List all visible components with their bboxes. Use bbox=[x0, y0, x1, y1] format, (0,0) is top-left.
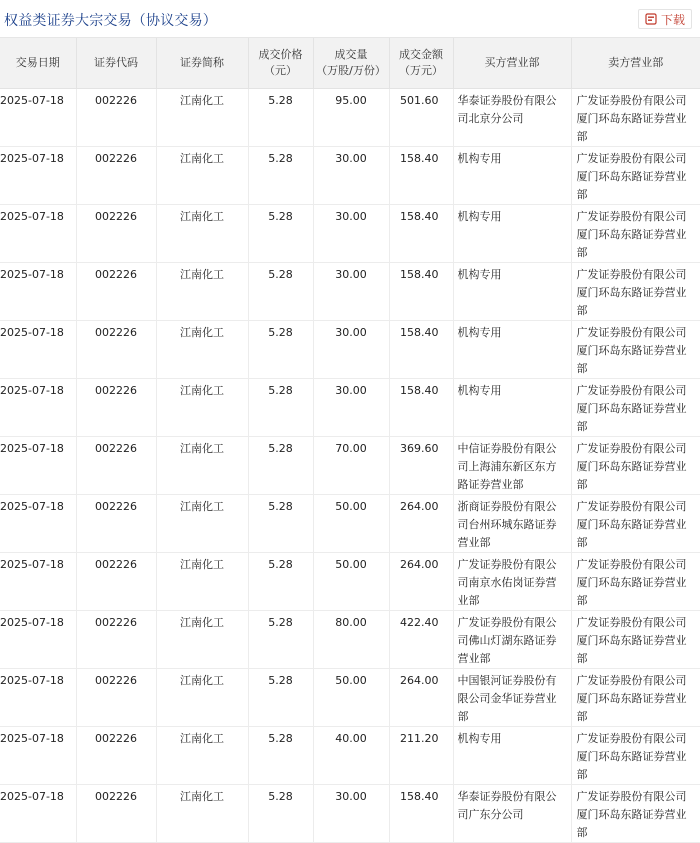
security-name-cell: 江南化工 bbox=[156, 553, 248, 611]
seller-branch-cell: 广发证券股份有限公司厦门环岛东路证券营业部 bbox=[571, 785, 700, 843]
buyer-branch-cell: 机构专用 bbox=[453, 321, 571, 379]
security-code-cell: 002226 bbox=[76, 611, 156, 669]
buyer-branch-cell: 机构专用 bbox=[453, 727, 571, 785]
security-name-cell: 江南化工 bbox=[156, 669, 248, 727]
security-code-cell: 002226 bbox=[76, 495, 156, 553]
table-row bbox=[0, 785, 700, 843]
col-header-amount: 成交金额 （万元） bbox=[389, 38, 453, 89]
amount-cell: 158.40 bbox=[389, 785, 453, 843]
seller-branch-cell: 广发证券股份有限公司厦门环岛东路证券营业部 bbox=[571, 147, 700, 205]
security-name-cell: 江南化工 bbox=[156, 379, 248, 437]
col-header-price: 成交价格 （元） bbox=[248, 38, 313, 89]
table-row bbox=[0, 263, 700, 321]
seller-branch-cell: 广发证券股份有限公司厦门环岛东路证券营业部 bbox=[571, 611, 700, 669]
trade-date-cell: 2025-07-18 bbox=[0, 147, 76, 205]
download-button[interactable] bbox=[638, 9, 692, 29]
security-name-cell: 江南化工 bbox=[156, 727, 248, 785]
col-header-trade-date: 交易日期 bbox=[0, 38, 76, 89]
volume-cell: 30.00 bbox=[313, 205, 389, 263]
trade-date-cell: 2025-07-18 bbox=[0, 205, 76, 263]
seller-branch-cell: 广发证券股份有限公司厦门环岛东路证券营业部 bbox=[571, 321, 700, 379]
seller-branch-cell: 广发证券股份有限公司厦门环岛东路证券营业部 bbox=[571, 669, 700, 727]
volume-cell: 50.00 bbox=[313, 669, 389, 727]
trade-date-cell: 2025-07-18 bbox=[0, 611, 76, 669]
amount-cell: 158.40 bbox=[389, 379, 453, 437]
seller-branch-cell: 广发证券股份有限公司厦门环岛东路证券营业部 bbox=[571, 727, 700, 785]
security-code-cell: 002226 bbox=[76, 553, 156, 611]
volume-cell: 40.00 bbox=[313, 727, 389, 785]
amount-cell: 264.00 bbox=[389, 495, 453, 553]
seller-branch-cell: 广发证券股份有限公司厦门环岛东路证券营业部 bbox=[571, 379, 700, 437]
amount-cell: 422.40 bbox=[389, 611, 453, 669]
volume-cell: 95.00 bbox=[313, 89, 389, 147]
volume-cell: 30.00 bbox=[313, 321, 389, 379]
col-header-volume: 成交量 （万股/万份） bbox=[313, 38, 389, 89]
col-header-seller-branch: 卖方营业部 bbox=[571, 38, 700, 89]
amount-cell: 158.40 bbox=[389, 321, 453, 379]
seller-branch-cell: 广发证券股份有限公司厦门环岛东路证券营业部 bbox=[571, 263, 700, 321]
table-row bbox=[0, 669, 700, 727]
trade-date-cell: 2025-07-18 bbox=[0, 321, 76, 379]
price-cell: 5.28 bbox=[248, 321, 313, 379]
table-row bbox=[0, 205, 700, 263]
col-header-security-code: 证券代码 bbox=[76, 38, 156, 89]
seller-branch-cell: 广发证券股份有限公司厦门环岛东路证券营业部 bbox=[571, 205, 700, 263]
table-header bbox=[0, 38, 700, 89]
volume-cell: 30.00 bbox=[313, 263, 389, 321]
block-trade-table bbox=[0, 38, 700, 843]
amount-cell: 264.00 bbox=[389, 669, 453, 727]
volume-cell: 50.00 bbox=[313, 553, 389, 611]
table-row bbox=[0, 553, 700, 611]
col-header-security-name: 证券简称 bbox=[156, 38, 248, 89]
buyer-branch-cell: 机构专用 bbox=[453, 379, 571, 437]
amount-cell: 211.20 bbox=[389, 727, 453, 785]
seller-branch-cell: 广发证券股份有限公司厦门环岛东路证券营业部 bbox=[571, 89, 700, 147]
trade-date-cell: 2025-07-18 bbox=[0, 553, 76, 611]
security-name-cell: 江南化工 bbox=[156, 611, 248, 669]
seller-branch-cell: 广发证券股份有限公司厦门环岛东路证券营业部 bbox=[571, 437, 700, 495]
price-cell: 5.28 bbox=[248, 611, 313, 669]
volume-cell: 50.00 bbox=[313, 495, 389, 553]
buyer-branch-cell: 浙商证券股份有限公司台州环城东路证券营业部 bbox=[453, 495, 571, 553]
trade-date-cell: 2025-07-18 bbox=[0, 437, 76, 495]
price-cell: 5.28 bbox=[248, 553, 313, 611]
table-row bbox=[0, 495, 700, 553]
volume-cell: 30.00 bbox=[313, 379, 389, 437]
table-row bbox=[0, 89, 700, 147]
security-name-cell: 江南化工 bbox=[156, 205, 248, 263]
volume-cell: 30.00 bbox=[313, 785, 389, 843]
security-name-cell: 江南化工 bbox=[156, 495, 248, 553]
price-cell: 5.28 bbox=[248, 495, 313, 553]
table-row bbox=[0, 727, 700, 785]
security-name-cell: 江南化工 bbox=[156, 89, 248, 147]
security-code-cell: 002226 bbox=[76, 321, 156, 379]
amount-cell: 158.40 bbox=[389, 263, 453, 321]
buyer-branch-cell: 华泰证券股份有限公司北京分公司 bbox=[453, 89, 571, 147]
buyer-branch-cell: 中国银河证券股份有限公司金华证券营业部 bbox=[453, 669, 571, 727]
col-header-buyer-branch: 买方营业部 bbox=[453, 38, 571, 89]
download-label: 下载 bbox=[660, 12, 685, 27]
amount-cell: 264.00 bbox=[389, 553, 453, 611]
security-code-cell: 002226 bbox=[76, 205, 156, 263]
table-body bbox=[0, 89, 700, 843]
security-name-cell: 江南化工 bbox=[156, 785, 248, 843]
price-cell: 5.28 bbox=[248, 785, 313, 843]
security-name-cell: 江南化工 bbox=[156, 263, 248, 321]
security-code-cell: 002226 bbox=[76, 437, 156, 495]
buyer-branch-cell: 机构专用 bbox=[453, 263, 571, 321]
volume-cell: 70.00 bbox=[313, 437, 389, 495]
price-cell: 5.28 bbox=[248, 205, 313, 263]
buyer-branch-cell: 中信证券股份有限公司上海浦东新区东方路证券营业部 bbox=[453, 437, 571, 495]
page-header bbox=[0, 0, 700, 38]
amount-cell: 158.40 bbox=[389, 205, 453, 263]
table-row bbox=[0, 379, 700, 437]
price-cell: 5.28 bbox=[248, 147, 313, 205]
price-cell: 5.28 bbox=[248, 727, 313, 785]
volume-cell: 30.00 bbox=[313, 147, 389, 205]
trade-date-cell: 2025-07-18 bbox=[0, 379, 76, 437]
amount-cell: 369.60 bbox=[389, 437, 453, 495]
price-cell: 5.28 bbox=[248, 437, 313, 495]
buyer-branch-cell: 华泰证券股份有限公司广东分公司 bbox=[453, 785, 571, 843]
security-code-cell: 002226 bbox=[76, 727, 156, 785]
price-cell: 5.28 bbox=[248, 89, 313, 147]
security-code-cell: 002226 bbox=[76, 669, 156, 727]
buyer-branch-cell: 广发证券股份有限公司南京水佑岗证券营业部 bbox=[453, 553, 571, 611]
price-cell: 5.28 bbox=[248, 263, 313, 321]
security-name-cell: 江南化工 bbox=[156, 147, 248, 205]
volume-cell: 80.00 bbox=[313, 611, 389, 669]
buyer-branch-cell: 机构专用 bbox=[453, 147, 571, 205]
security-code-cell: 002226 bbox=[76, 379, 156, 437]
page-title: 权益类证券大宗交易（协议交易） bbox=[4, 13, 217, 29]
security-name-cell: 江南化工 bbox=[156, 437, 248, 495]
trade-date-cell: 2025-07-18 bbox=[0, 89, 76, 147]
security-code-cell: 002226 bbox=[76, 263, 156, 321]
download-icon bbox=[645, 13, 657, 25]
security-code-cell: 002226 bbox=[76, 89, 156, 147]
security-code-cell: 002226 bbox=[76, 147, 156, 205]
security-name-cell: 江南化工 bbox=[156, 321, 248, 379]
trade-date-cell: 2025-07-18 bbox=[0, 785, 76, 843]
table-row bbox=[0, 437, 700, 495]
price-cell: 5.28 bbox=[248, 379, 313, 437]
amount-cell: 501.60 bbox=[389, 89, 453, 147]
table-row bbox=[0, 611, 700, 669]
trade-date-cell: 2025-07-18 bbox=[0, 263, 76, 321]
security-code-cell: 002226 bbox=[76, 785, 156, 843]
trade-date-cell: 2025-07-18 bbox=[0, 727, 76, 785]
table-row bbox=[0, 321, 700, 379]
amount-cell: 158.40 bbox=[389, 147, 453, 205]
price-cell: 5.28 bbox=[248, 669, 313, 727]
buyer-branch-cell: 广发证券股份有限公司佛山灯湖东路证券营业部 bbox=[453, 611, 571, 669]
seller-branch-cell: 广发证券股份有限公司厦门环岛东路证券营业部 bbox=[571, 495, 700, 553]
seller-branch-cell: 广发证券股份有限公司厦门环岛东路证券营业部 bbox=[571, 553, 700, 611]
trade-date-cell: 2025-07-18 bbox=[0, 495, 76, 553]
trade-date-cell: 2025-07-18 bbox=[0, 669, 76, 727]
table-row bbox=[0, 147, 700, 205]
buyer-branch-cell: 机构专用 bbox=[453, 205, 571, 263]
